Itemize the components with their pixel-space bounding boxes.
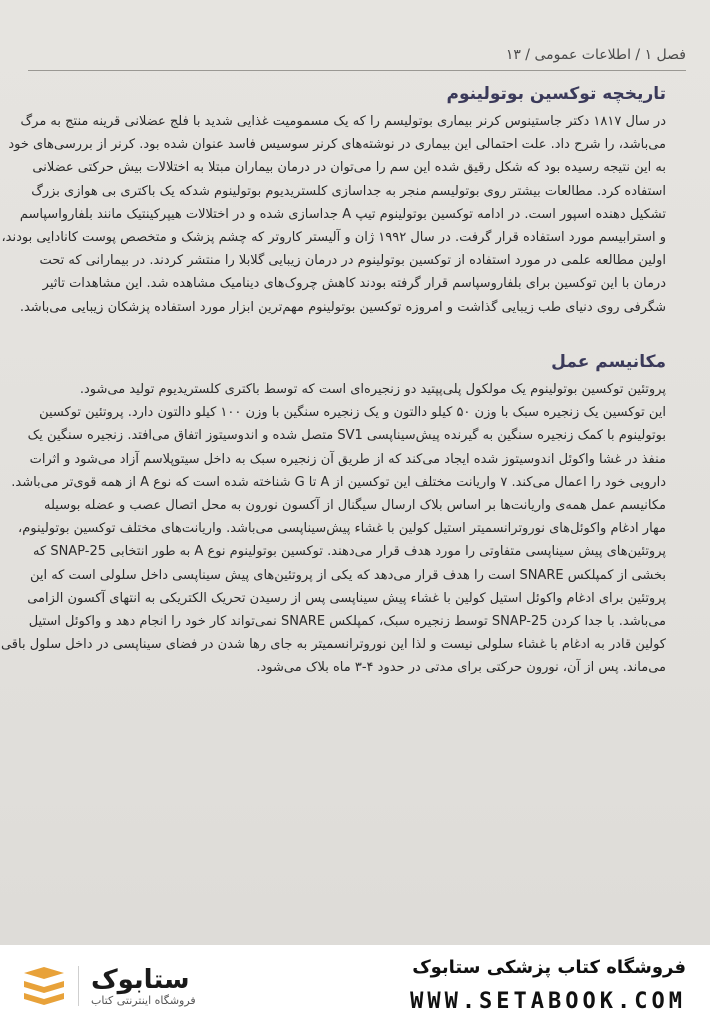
mechanism-paragraph (0, 378, 666, 679)
paragraph-line: می‌ماند. پس از آن، نورون حرکتی برای مدتی در حدود ۴-۳ ماه بلاک می‌شود. (256, 660, 666, 676)
paragraph-line: درمان با این توکسین برای بلفاروسپاسم قرار گرفته بودند کاهش چروک‌های دینامیک مشاهده شد. این مشاهدات تاثیر (42, 276, 666, 292)
logo-brand-name: ستابوک (91, 964, 190, 995)
paragraph-line: دارویی خود را اعمال می‌کند. ۷ واریانت مختلف این توکسین از A تا G شناخته شده است که نوع A از همه قوی‌تر می‌باشد. (11, 474, 666, 490)
page-header (28, 40, 686, 71)
setabook-logo[interactable] (20, 963, 275, 1009)
paragraph-line: می‌باشد. با جدا کردن SNAP-25 توسط زنجیره سبک، کمپلکس SNARE نمی‌تواند کار خود را انجام دهد و واکوئل استیل (28, 613, 666, 629)
history-title: تاریخچه توکسین بوتولینوم (446, 84, 666, 104)
chapter-header: فصل ۱ / اطلاعات عمومی / ۱۳ (505, 47, 686, 63)
paragraph-line: مهار ادغام واکوئل‌های نوروترانسمیتر استیل کولین با غشاء پیش‌سیناپسی می‌باشد. واریانت‌های مختلف توکسین بوتولینوم، (18, 521, 666, 537)
history-section (1, 84, 666, 319)
paragraph-line: این توکسین یک زنجیره سبک با وزن ۵۰ کیلو دالتون و یک زنجیره سنگین با وزن ۱۰۰ کیلو دالتون دارد. پروتئین توکسین (39, 405, 666, 421)
paragraph-line: بخشی از کمپلکس SNARE است را هدف قرار می‌دهد که یکی از پروتئین‌های پیش سیناپسی داخل سلولی است که این (29, 567, 666, 583)
history-paragraph (1, 110, 666, 319)
paragraph-line: منفذ در غشا واکوئل اندوسیتوز شده ایجاد می‌کند که از طریق آن زنجیره سبک به داخل سیتوپلاسم آزاد می‌شود و اثرات (29, 451, 666, 467)
paragraph-line: پروتئین توکسین بوتولینوم یک مولکول پلی‌پپتید دو زنجیره‌ای است که توسط باکتری کلستریدیوم تولید می‌شود. (79, 382, 666, 397)
store-footer (0, 945, 710, 1024)
paragraph-line: مکانیسم عمل همه‌ی واریانت‌ها بر اساس بلاک ارسال سیگنال از آکسون نورون به محل اتصال عصب و عضله بوسیله (44, 497, 666, 513)
store-name: فروشگاه کتاب پزشکی ستابوک (412, 957, 686, 978)
mechanism-title: مکانیسم عمل (551, 352, 666, 372)
paragraph-line: کولین قادر به ادغام با غشاء سلولی نیست و لذا این نوروترانسمیتر به جای رها شدن در فضای سیناپسی در داخل سلول باقی (0, 637, 666, 653)
paragraph-line: اولین مطالعه علمی در مورد استفاده از توکسین بوتولینوم در درمان زیبایی گلابلا را منتشر کردند. در بیمارانی که تحت (39, 253, 666, 269)
paragraph-line: می‌باشد، را شرح داد. علت احتمالی این بیماری در نوشته‌های کرنر سوسیس فاسد عنوان شده بود. کرنر از بررسی‌های خود (8, 137, 666, 153)
mechanism-section (0, 352, 666, 679)
store-url-link[interactable]: WWW.SETABOOK.COM (410, 989, 686, 1014)
logo-text (91, 966, 196, 1007)
paragraph-line: به این نتیجه رسیده بود که شکل رقیق شده این سم را می‌توان در درمان بیماران مبتلا به اختلالات بیش حرکتی عضلانی (32, 160, 666, 176)
paragraph-line: پروتئین‌های پیش سیناپسی متفاوتی را مورد هدف قرار می‌دهند. توکسین بوتولینوم نوع A به طور انتخابی SNAP-25 که (33, 544, 666, 560)
paragraph-line: و استرابیسم مورد استفاده قرار گرفت. در سال ۱۹۹۲ ژان و آلیستر کاروتر که چشم پزشک و متخصص پوست کانادایی بودند، (1, 229, 666, 245)
paragraph-line: تشکیل دهنده اسپور است. در ادامه توکسین بوتولینوم تیپ A جداسازی شده و در اختلالات هیپرکینتیک مانند بلفارواسپاسم (19, 206, 666, 222)
logo-divider (78, 966, 79, 1006)
book-stack-icon (20, 965, 68, 1007)
paragraph-line: استفاده کرد. مطالعات بیشتر روی بوتولیسم منجر به جداسازی کلستریدیوم بوتولینوم شدکه یک باکتری بی هوازی بزرگ (31, 183, 666, 199)
paragraph-line: بوتولینوم با کمک زنجیره سنگین به گیرنده پیش‌سیناپسی SV1 متصل شده و اندوسیتوز اتفاق می‌افتد. زنجیره سنگین یک (27, 428, 666, 444)
paragraph-line: شگرفی روی دنیای طب زیبایی گذاشت و امروزه توکسین بوتولینوم مهم‌ترین ابزار مورد استفاده پزشکان زیبایی می‌باشد. (19, 299, 666, 315)
paragraph-line: پروتئین برای ادغام واکوئل استیل کولین با غشاء پیش سیناپسی پس از رسیدن تحریک الکتریکی به انتهای آکسون الزامی (27, 590, 666, 606)
paragraph-line: در سال ۱۸۱۷ دکتر جاستینوس کرنر بیماری بوتولیسم را که یک مسمومیت غذایی شدید با فلج عضلانی قرینه منتج به مرگ (20, 114, 666, 129)
logo-tagline: فروشگاه اینترنتی کتاب (91, 993, 196, 1007)
